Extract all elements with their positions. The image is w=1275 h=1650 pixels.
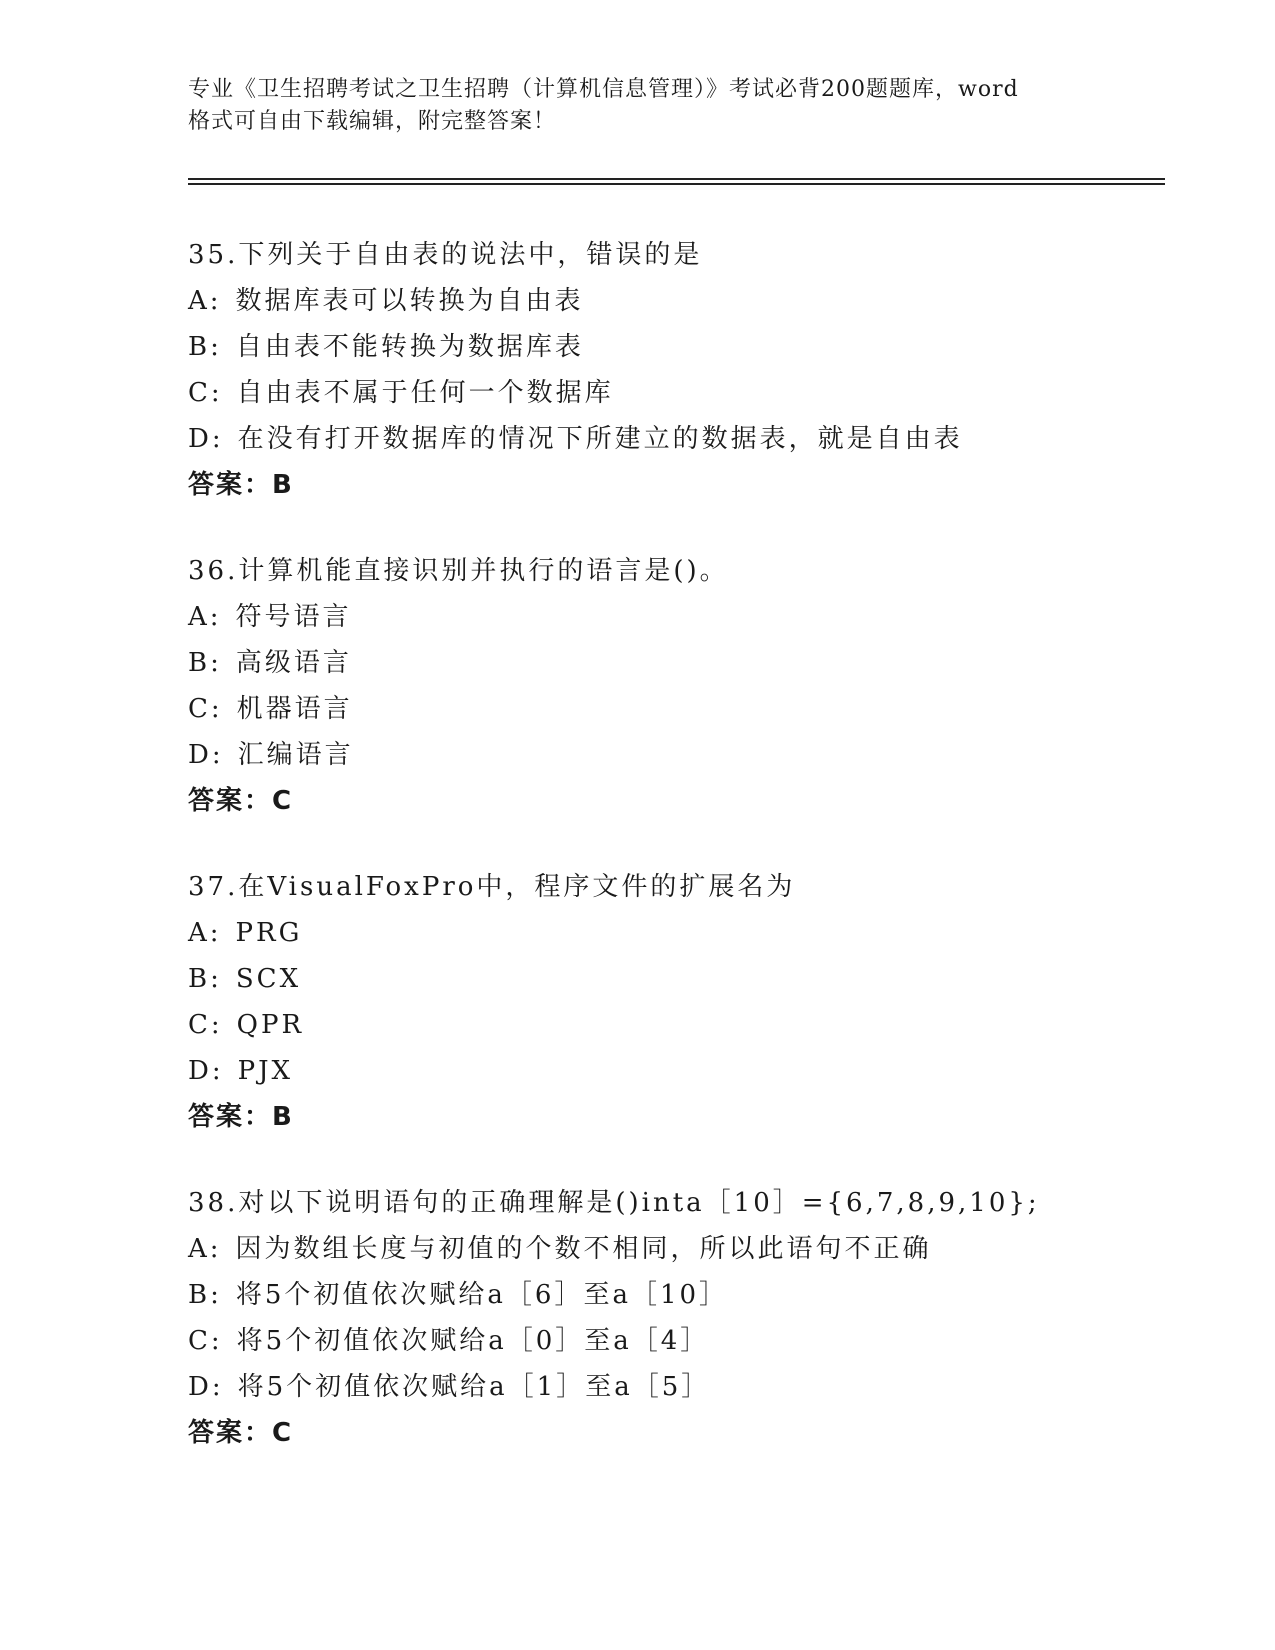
- option-b: B: 自由表不能转换为数据库表: [188, 332, 584, 362]
- question-35: [188, 232, 1148, 508]
- answer: 答案：B: [188, 470, 294, 500]
- option-a: A: 符号语言: [188, 602, 352, 632]
- question-36: [188, 548, 1148, 824]
- option-d: D: 在没有打开数据库的情况下所建立的数据表，就是自由表: [188, 424, 963, 454]
- option-d: D: 将5个初值依次赋给a［1］至a［5］: [188, 1372, 711, 1402]
- document-header: [188, 74, 1088, 138]
- option-b: B: SCX: [188, 964, 302, 994]
- answer: 答案：C: [188, 1418, 294, 1448]
- option-d: D: PJX: [188, 1056, 294, 1086]
- header-line-2: 格式可自由下载编辑，附完整答案！: [188, 109, 557, 134]
- option-c: C: 将5个初值依次赋给a［0］至a［4］: [188, 1326, 710, 1356]
- option-d: D: 汇编语言: [188, 740, 354, 770]
- question-stem: 38.对以下说明语句的正确理解是()inta［10］={6,7,8,9,10};: [188, 1188, 1040, 1218]
- question-stem: 35.下列关于自由表的说法中，错误的是: [188, 240, 703, 270]
- header-divider-bottom: [188, 183, 1165, 185]
- option-b: B: 高级语言: [188, 648, 352, 678]
- question-stem: 37.在VisualFoxPro中，程序文件的扩展名为: [188, 872, 796, 902]
- option-a: A: 因为数组长度与初值的个数不相同，所以此语句不正确: [188, 1234, 932, 1264]
- header-line-1: 专业《卫生招聘考试之卫生招聘（计算机信息管理）》考试必背200题题库，word: [188, 77, 1019, 102]
- answer: 答案：B: [188, 1102, 294, 1132]
- option-a: A: 数据库表可以转换为自由表: [188, 286, 584, 316]
- option-c: C: 自由表不属于任何一个数据库: [188, 378, 614, 408]
- question-stem: 36.计算机能直接识别并执行的语言是()。: [188, 556, 729, 586]
- option-a: A: PRG: [188, 918, 303, 948]
- answer: 答案：C: [188, 786, 294, 816]
- option-c: C: 机器语言: [188, 694, 353, 724]
- header-divider-top: [188, 178, 1165, 180]
- question-37: [188, 864, 1148, 1140]
- option-c: C: QPR: [188, 1010, 305, 1040]
- question-38: [188, 1180, 1148, 1456]
- option-b: B: 将5个初值依次赋给a［6］至a［10］: [188, 1280, 729, 1310]
